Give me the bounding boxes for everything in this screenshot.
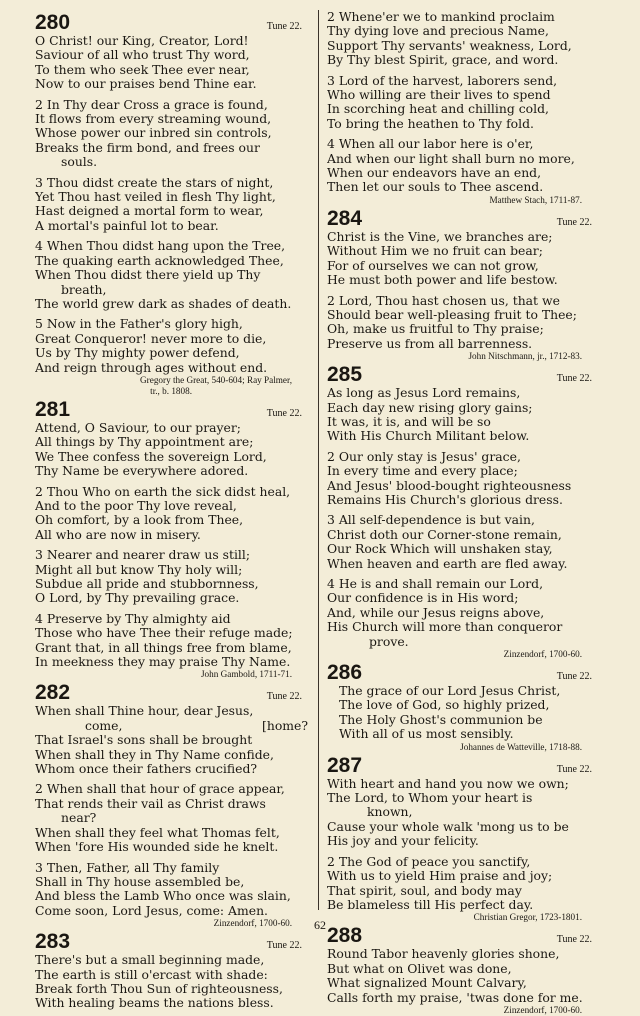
verse-line: Us by Thy mighty power defend,: [35, 346, 240, 361]
hymn-header: [35, 12, 312, 34]
stanza: [35, 953, 312, 1011]
verse-line: Subdue all pride and stubbornness,: [35, 577, 259, 591]
stanza: [35, 782, 312, 854]
verse-line: 4 Preserve by Thy almighty aid: [35, 611, 231, 626]
verse-line: Those who have Thee their refuge made;: [35, 626, 293, 641]
stanza: [35, 612, 312, 670]
verse-line: Should bear well-pleasing fruit to Thee;: [327, 307, 577, 322]
verse-line: Grant that, in all things free from blame,: [35, 640, 292, 655]
hymn-number: 286: [327, 661, 363, 685]
verse-line: Cause your whole walk 'mong us to be: [327, 819, 569, 834]
verse-line: In scorching heat and chilling cold,: [327, 102, 549, 117]
verse-line: A mortal's painful lot to bear.: [35, 218, 219, 233]
verse-line: Our confidence is in His word;: [327, 591, 519, 606]
verse-line: Attend, O Saviour, to our prayer;: [35, 420, 241, 435]
verse-line: Thy Name be everywhere adored.: [35, 464, 249, 479]
verse-line: What signalized Mount Calvary,: [327, 976, 527, 991]
verse-line: That spirit, soul, and body may: [327, 883, 522, 898]
verse-line: 3 Lord of the harvest, laborers send,: [327, 73, 558, 88]
verse-line: Our Rock Which will unshaken stay,: [327, 542, 553, 557]
stanza: [327, 450, 602, 508]
verse-line: Remains His Church's glorious dress.: [327, 492, 563, 507]
verse-line: All things by Thy appointment are;: [35, 435, 254, 450]
hymn-number: 281: [35, 397, 71, 421]
author-credit: tr., b. 1808.: [150, 385, 192, 396]
hymn-number: 282: [35, 681, 71, 705]
verse-line: With all of us most sensibly.: [339, 727, 514, 742]
tune-label: Tune 22.: [266, 21, 302, 32]
verse-line: When shall they in Thy Name confide,: [35, 747, 274, 762]
author-credit: Matthew Stach, 1711-87.: [489, 194, 582, 205]
verse-line: His Church will more than conqueror: [327, 620, 563, 635]
verse-line: The world grew dark as shades of death.: [35, 296, 292, 311]
verse-line: Support Thy servants' weakness, Lord,: [327, 38, 572, 53]
verse-line: He must both power and life bestow.: [327, 273, 558, 288]
verse-line: With heart and hand you now we own;: [327, 776, 569, 791]
verse-line: With us to yield Him praise and joy;: [327, 869, 553, 884]
stanza: [35, 176, 312, 234]
stanza: [35, 704, 312, 776]
verse-line: Great Conqueror! never more to die,: [35, 331, 267, 346]
verse-line: Hast deigned a mortal form to wear,: [35, 204, 264, 219]
author-credit: Gregory the Great, 540-604; Ray Palmer,: [140, 374, 292, 385]
stanza: [327, 947, 602, 1005]
verse-line: Christ is the Vine, we branches are;: [327, 229, 553, 244]
verse-line: And bless the Lamb Who once was slain,: [35, 889, 291, 904]
verse-line: 4 When Thou didst hang upon the Tree,: [35, 239, 286, 254]
stanza: [35, 317, 312, 375]
verse-line: Come soon, Lord Jesus, come: Amen.: [35, 903, 268, 918]
verse-fragment: come,: [85, 718, 123, 733]
verse-line: O Christ! our King, Creator, Lord!: [35, 34, 249, 48]
stanza: [35, 98, 312, 170]
verse-line: 3 Thou didst create the stars of night,: [35, 175, 274, 190]
stanza: [327, 74, 602, 132]
verse-line: Yet Thou hast veiled in flesh Thy light,: [35, 190, 276, 205]
verse-line: Christ doth our Corner-stone remain,: [327, 527, 562, 542]
verse-line: 5 Now in the Father's glory high,: [35, 317, 243, 332]
verse-line: When heaven and earth are fled away.: [327, 556, 568, 571]
verse-line: To bring the heathen to Thy fold.: [327, 116, 534, 131]
page-number: 62: [314, 918, 326, 932]
verse-line: The quaking earth acknowledged Thee,: [35, 253, 284, 268]
author-credit: John Gambold, 1711-71.: [200, 669, 292, 680]
verse-line: The earth is still o'ercast with shade:: [35, 967, 268, 982]
verse-line: And reign through ages without end.: [35, 360, 268, 375]
verse-line: And to the poor Thy love reveal,: [35, 498, 237, 513]
author-credit: Johannes de Watteville, 1718-88.: [460, 741, 582, 752]
verse-line: In meekness they may praise Thy Name.: [35, 655, 291, 670]
stanza: [35, 421, 312, 479]
verse-line: That Israel's sons shall be brought: [35, 733, 253, 748]
stanza: [35, 34, 312, 92]
verse-line: And Jesus' blood-bought righteousness: [327, 478, 572, 493]
verse-line: Oh, make us fruitful to Thy praise;: [327, 322, 544, 337]
author-credit: Zinzendorf, 1700-60.: [503, 1004, 582, 1015]
verse-line: With His Church Militant below.: [327, 429, 530, 444]
verse-line: When our endeavors have an end,: [327, 166, 542, 181]
verse-line: With healing beams the nations bless.: [35, 996, 274, 1011]
verse-line: O Lord, by Thy prevailing grace.: [35, 591, 240, 606]
hymn-header: [327, 364, 602, 386]
verse-line: 4 When all our labor here is o'er,: [327, 137, 534, 152]
left-column: [35, 10, 312, 1011]
verse-line: Whom once their fathers crucified?: [35, 762, 258, 777]
verse-line: By Thy blest Spirit, grace, and word.: [327, 53, 559, 68]
verse-line: Breaks the firm bond, and frees our: [35, 140, 260, 155]
verse-line: In every time and every place;: [327, 464, 518, 479]
verse-line: For of ourselves we can not grow,: [327, 258, 539, 273]
verse-line: 3 Nearer and nearer draw us still;: [35, 548, 251, 563]
hymn-header: [35, 931, 312, 953]
verse-line: The love of God, so highly prized,: [339, 698, 550, 713]
verse-line: souls.: [61, 155, 98, 170]
hymn-header: [327, 755, 602, 777]
column-divider: [318, 10, 319, 910]
stanza: [327, 386, 602, 444]
verse-line: The grace of our Lord Jesus Christ,: [339, 684, 561, 699]
verse-line: 2 Thou Who on earth the sick didst heal,: [35, 484, 291, 499]
tune-label: Tune 22.: [556, 216, 592, 228]
hymn-header: [35, 399, 312, 421]
verse-line: Shall in Thy house assembled be,: [35, 874, 245, 889]
verse-line: That rends their vail as Christ draws: [35, 796, 266, 811]
verse-line: known,: [367, 805, 413, 820]
hymn-number: 283: [35, 930, 71, 954]
verse-line: Who willing are their lives to spend: [327, 88, 551, 103]
stanza: [327, 855, 602, 913]
verse-line: Round Tabor heavenly glories shone,: [327, 947, 560, 962]
verse-line: When Thou didst there yield up Thy: [35, 268, 261, 283]
verse-line: Might all but know Thy holy will;: [35, 562, 243, 577]
verse-line: When 'fore His wounded side he knelt.: [35, 840, 279, 855]
verse-line: As long as Jesus Lord remains,: [327, 386, 521, 401]
hymn-header: [327, 662, 602, 684]
stanza: [327, 10, 602, 68]
verse-line: All who are now in misery.: [35, 527, 201, 542]
verse-line: Whose power our inbred sin controls,: [35, 126, 272, 141]
verse-line: Be blameless till His perfect day.: [327, 897, 534, 912]
hymn-number: 288: [327, 924, 363, 948]
verse-line: Saviour of all who trust Thy word,: [35, 48, 250, 63]
verse-line: Break forth Thou Sun of righteousness,: [35, 981, 283, 996]
hymn-number: 280: [35, 11, 71, 34]
verse-line: We Thee confess the sovereign Lord,: [35, 449, 267, 464]
stanza: [327, 684, 602, 742]
verse-line: There's but a small beginning made,: [35, 953, 265, 968]
verse-line: To them who seek Thee ever near,: [35, 62, 250, 77]
author-credit: Christian Gregor, 1723-1801.: [473, 912, 582, 923]
verse-line: When shall they feel what Thomas felt,: [35, 825, 280, 840]
verse-line: 2 The God of peace you sanctify,: [327, 854, 531, 869]
tune-label: Tune 22.: [556, 373, 592, 385]
stanza: [35, 485, 312, 543]
hymn-number: 287: [327, 753, 363, 777]
tune-label: Tune 22.: [266, 940, 302, 952]
tune-label: Tune 22.: [556, 934, 592, 946]
author-credit: Zinzendorf, 1700-60.: [213, 918, 292, 929]
verse-line: near?: [61, 811, 97, 826]
verse-line: 4 He is and shall remain our Lord,: [327, 577, 544, 591]
tune-label: Tune 22.: [266, 691, 302, 703]
verse-line: 3 Then, Father, all Thy family: [35, 860, 220, 875]
stanza: [35, 548, 312, 606]
verse-line: breath,: [61, 282, 107, 297]
stanza: [327, 577, 602, 649]
stanza: [327, 230, 602, 288]
stanza: [35, 239, 312, 311]
verse-line: The Holy Ghost's communion be: [339, 712, 543, 727]
verse-line: When shall Thine hour, dear Jesus,: [35, 704, 254, 719]
verse-line: It was, it is, and will be so: [327, 414, 491, 429]
verse-line: 2 Whene'er we to mankind proclaim: [327, 10, 555, 24]
verse-line: And when our light shall burn no more,: [327, 151, 575, 166]
author-credit: Zinzendorf, 1700-60.: [503, 649, 582, 660]
verse-line: The Lord, to Whom your heart is: [327, 791, 533, 806]
tune-label: Tune 22.: [556, 763, 592, 775]
verse-line: Oh comfort, by a look from Thee,: [35, 513, 244, 528]
hymn-number: 285: [327, 363, 363, 387]
hymn-number: 284: [327, 206, 363, 230]
verse-line: [35, 719, 312, 733]
tune-label: Tune 22.: [266, 407, 302, 419]
verse-line: Then let our souls to Thee ascend.: [327, 180, 544, 195]
verse-line: 2 Our only stay is Jesus' grace,: [327, 449, 521, 464]
verse-line: 2 Lord, Thou hast chosen us, that we: [327, 293, 560, 308]
verse-line: 3 All self-dependence is but vain,: [327, 513, 535, 528]
verse-line: It flows from every streaming wound,: [35, 112, 272, 127]
verse-line: Without Him we no fruit can bear;: [327, 244, 543, 259]
verse-line: Each day new rising glory gains;: [327, 400, 533, 415]
verse-line: prove.: [369, 634, 409, 649]
verse-line: Now to our praises bend Thine ear.: [35, 77, 257, 92]
stanza: [327, 777, 602, 849]
verse-line: And, while our Jesus reigns above,: [327, 605, 545, 620]
stanza: [327, 137, 602, 195]
hymn-header: [327, 208, 602, 230]
stanza: [35, 861, 312, 919]
verse-line: Preserve us from all barrenness.: [327, 336, 533, 351]
verse-line: Thy dying love and precious Name,: [327, 24, 549, 39]
verse-fragment: [home?: [262, 718, 308, 733]
verse-line: 2 In Thy dear Cross a grace is found,: [35, 97, 268, 112]
stanza: [327, 294, 602, 352]
stanza: [327, 513, 602, 571]
verse-line: But what on Olivet was done,: [327, 961, 512, 976]
verse-line: His joy and your felicity.: [327, 834, 479, 849]
verse-line: Calls forth my praise, 'twas done for me.: [327, 990, 583, 1005]
right-column: [327, 10, 602, 1016]
author-credit: John Nitschmann, jr., 1712-83.: [468, 351, 582, 362]
tune-label: Tune 22.: [556, 671, 592, 683]
hymn-header: [35, 682, 312, 704]
verse-line: 2 When shall that hour of grace appear,: [35, 782, 285, 797]
